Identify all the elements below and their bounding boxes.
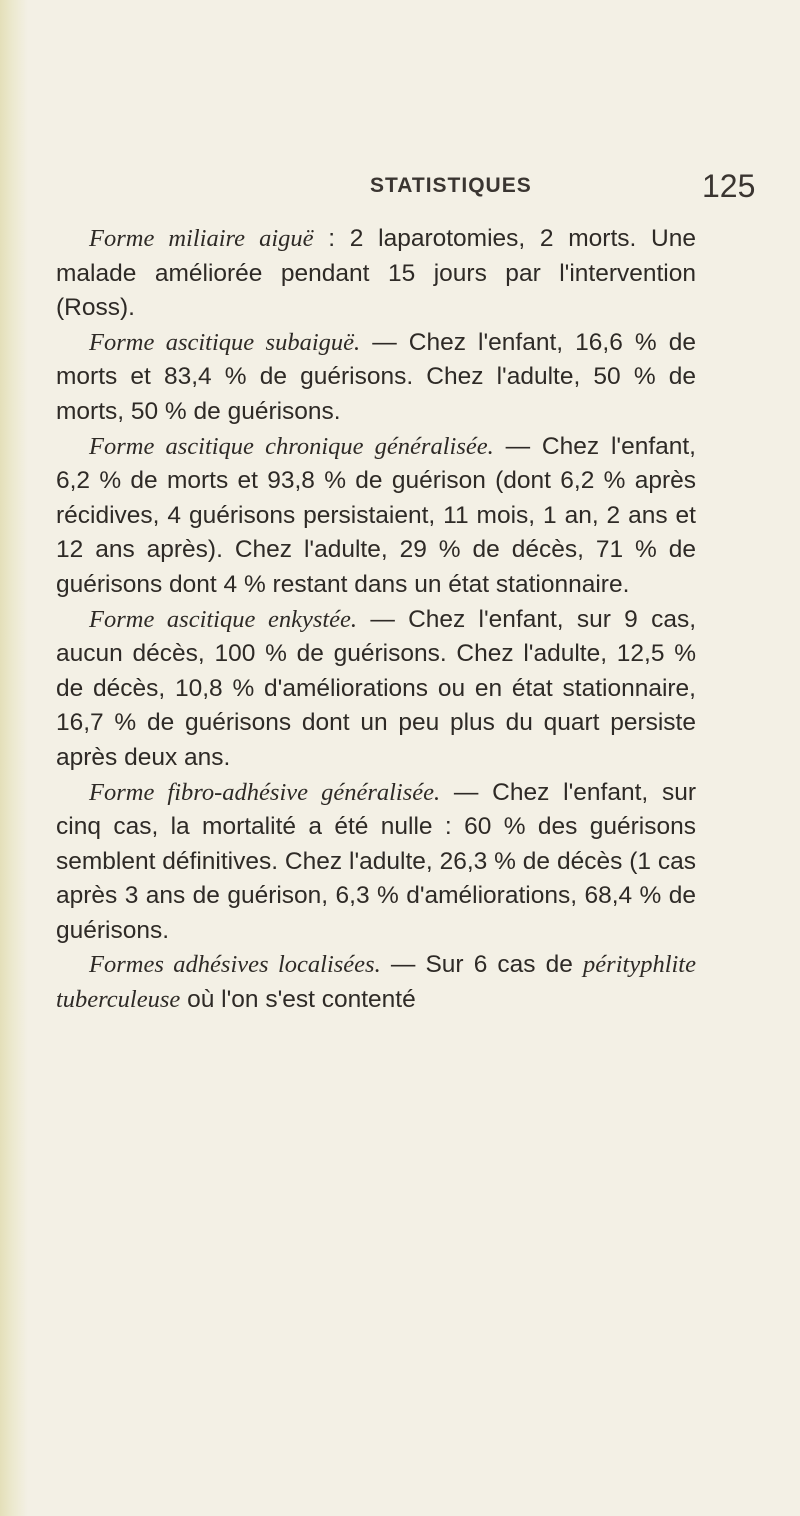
paragraph-ascitique-subaigue: [56, 326, 696, 430]
page-gutter-shadow: [0, 0, 28, 1516]
paragraph-ascitique-chronique: [56, 430, 696, 603]
body-text: [56, 222, 696, 1018]
paragraph-fibro-adhesive: [56, 776, 696, 949]
paragraph-text: — Sur 6 cas de: [380, 951, 584, 979]
paragraph-miliaire: [56, 222, 696, 326]
paragraph-text: : 2 laparotomies, 2 morts. Une malade améliorée pendant 15 jours par l'intervention (Ross).: [56, 225, 696, 322]
paragraph-heading: Forme ascitique subaiguë.: [89, 328, 361, 356]
paragraph-ascitique-enkystee: [56, 603, 696, 776]
paragraph-heading: Formes adhésives localisées.: [89, 951, 381, 979]
paragraph-text: — Chez l'enfant, 6,2 % de morts et 93,8 % de guérison (dont 6,2 % après récidives, 4 guérisons persistaient, 11 mois, 1 an, 2 ans et 12 ans après). Chez l'adulte, 29 % de décès, 71 % de guérisons dont 4 % restant dans un état stationnaire.: [56, 432, 696, 598]
paragraph-text: — Chez l'enfant, 16,6 % de morts et 83,4 % de guérisons. Chez l'adulte, 50 % de morts, 50 % de guérisons.: [56, 328, 696, 425]
paragraph-heading: Forme miliaire aiguë: [89, 225, 314, 252]
paragraph-adhesives-localisees: [56, 948, 696, 1017]
paragraph-text-continued: où l'on s'est contenté: [180, 986, 416, 1014]
paragraph-text: — Chez l'enfant, sur 9 cas, aucun décès, 100 % de guérisons. Chez l'adulte, 12,5 % de décès, 10,8 % d'améliorations ou en état stationnaire, 16,7 % de guérisons dont un peu plus du quart persiste après deux ans.: [56, 605, 696, 771]
paragraph-heading: Forme ascitique enkystée.: [89, 605, 358, 633]
running-title: STATISTIQUES: [370, 174, 532, 197]
paragraph-italic-term: pérityphlite tuberculeuse: [56, 951, 696, 1014]
running-head: [0, 168, 800, 208]
paragraph-heading: Forme ascitique chronique généralisée.: [89, 432, 494, 460]
paragraph-text: — Chez l'enfant, sur cinq cas, la mortalité a été nulle : 60 % des guérisons semblent définitives. Chez l'adulte, 26,3 % de décès (1 cas après 3 ans de guérison, 6,3 % d'améliorations, 68,4 % de guérisons.: [56, 778, 696, 944]
page-number: 125: [702, 168, 756, 204]
paragraph-heading: Forme fibro-adhésive généralisée.: [89, 778, 441, 806]
